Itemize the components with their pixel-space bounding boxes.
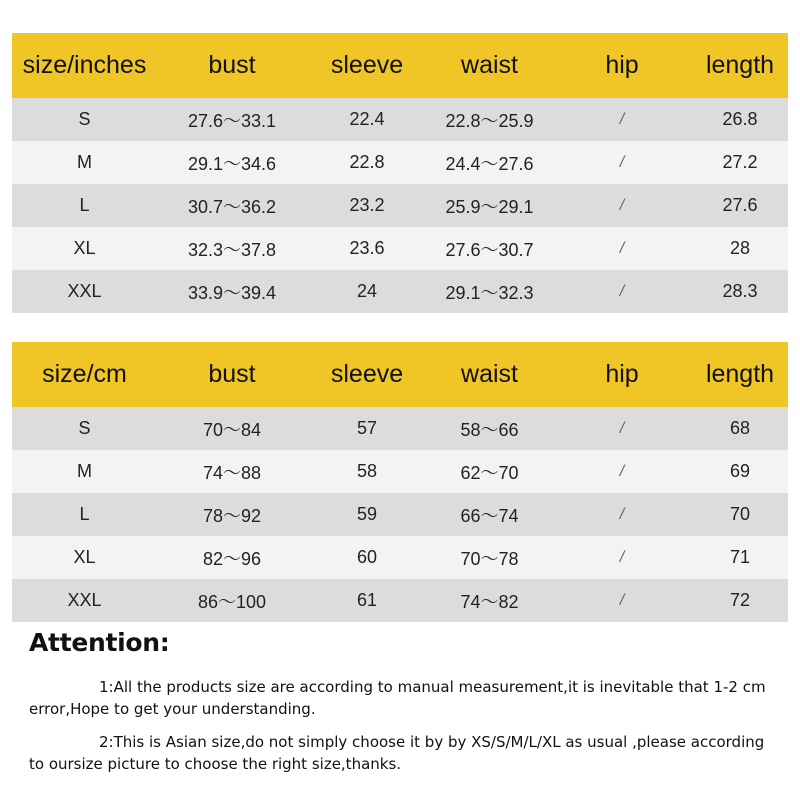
sleeve-cell: 59 <box>356 504 378 524</box>
size-cell: S <box>78 418 91 438</box>
sleeve-cell: 22.4 <box>349 109 385 129</box>
table-header-row <box>12 342 788 407</box>
waist-cell: 24.4～27.6 <box>445 153 534 174</box>
waist-cell: 58～66 <box>460 419 519 440</box>
hip-cell: / <box>619 591 625 609</box>
hip-cell: / <box>619 548 625 566</box>
table-row <box>12 493 788 536</box>
length-cell: 28.3 <box>722 281 758 301</box>
attention-note-2 <box>29 731 774 775</box>
waist-cell: 74～82 <box>460 591 519 612</box>
header-length: length <box>705 51 775 79</box>
bust-cell: 74～88 <box>202 462 262 483</box>
table-row <box>12 536 788 579</box>
attention-title: Attention: <box>29 628 170 657</box>
header-size-unit: size/cm <box>42 360 127 388</box>
bust-cell: 86～100 <box>197 591 267 612</box>
waist-cell: 29.1～32.3 <box>445 282 534 303</box>
attention-note-text: 1:All the products size are according to manual measurement,it is inevitable that 1-2 cm error,Hope to get your understanding. <box>29 678 766 718</box>
header-size-unit: size/inches <box>22 51 147 79</box>
bust-cell: 70～84 <box>202 419 262 440</box>
hip-cell: / <box>619 196 625 214</box>
waist-cell: 66～74 <box>460 505 519 526</box>
hip-cell: / <box>619 239 625 257</box>
header-waist: waist <box>461 51 518 79</box>
table-row <box>12 184 788 227</box>
hip-cell: / <box>619 110 625 128</box>
length-cell: 71 <box>729 547 751 567</box>
bust-cell: 82～96 <box>202 548 262 569</box>
size-cell: M <box>77 152 92 172</box>
bust-cell: 32.3～37.8 <box>187 239 277 260</box>
header-bust: bust <box>208 51 256 79</box>
length-cell: 68 <box>729 418 751 438</box>
length-cell: 27.2 <box>722 152 758 172</box>
size-cell: XL <box>73 547 96 567</box>
bust-cell: 78～92 <box>202 505 262 526</box>
sleeve-cell: 22.8 <box>349 152 385 172</box>
length-cell: 70 <box>729 504 751 524</box>
table-row <box>12 98 788 141</box>
attention-note-text: 2:This is Asian size,do not simply choose it by by XS/S/M/L/XL as usual ,please according to oursize picture to choose the right size,thanks. <box>29 733 765 773</box>
size-cell: XXL <box>67 281 102 301</box>
bust-cell: 33.9～39.4 <box>187 282 277 303</box>
header-sleeve: sleeve <box>330 51 404 79</box>
size-cell: L <box>79 504 90 524</box>
header-hip: hip <box>605 51 639 79</box>
table-header-row <box>12 33 788 98</box>
hip-cell: / <box>619 505 625 523</box>
size-cell: XXL <box>67 590 102 610</box>
waist-cell: 70～78 <box>460 548 519 569</box>
hip-cell: / <box>619 153 625 171</box>
table-row <box>12 407 788 450</box>
table-row <box>12 579 788 622</box>
table-row <box>12 227 788 270</box>
size-table-cm <box>12 342 788 622</box>
waist-cell: 27.6～30.7 <box>445 239 534 260</box>
sleeve-cell: 57 <box>356 418 378 438</box>
size-cell: XL <box>73 238 96 258</box>
bust-cell: 27.6～33.1 <box>187 110 277 131</box>
hip-cell: / <box>619 282 625 300</box>
length-cell: 26.8 <box>722 109 758 129</box>
length-cell: 69 <box>729 461 751 481</box>
size-cell: S <box>78 109 91 129</box>
sleeve-cell: 23.6 <box>349 238 385 258</box>
hip-cell: / <box>619 462 625 480</box>
waist-cell: 25.9～29.1 <box>445 196 534 217</box>
waist-cell: 62～70 <box>460 462 519 483</box>
hip-cell: / <box>619 419 625 437</box>
sleeve-cell: 24 <box>356 281 378 301</box>
header-sleeve: sleeve <box>330 360 404 388</box>
sleeve-cell: 60 <box>356 547 378 567</box>
header-waist: waist <box>461 360 518 388</box>
bust-cell: 30.7～36.2 <box>187 196 277 217</box>
sleeve-cell: 23.2 <box>349 195 385 215</box>
table-row <box>12 450 788 493</box>
sleeve-cell: 58 <box>356 461 378 481</box>
bust-cell: 29.1～34.6 <box>187 153 277 174</box>
table-row <box>12 141 788 184</box>
size-cell: L <box>79 195 90 215</box>
length-cell: 72 <box>729 590 751 610</box>
header-hip: hip <box>605 360 639 388</box>
size-table-inches <box>12 33 788 313</box>
length-cell: 28 <box>729 238 751 258</box>
attention-note-1 <box>29 676 774 720</box>
length-cell: 27.6 <box>722 195 758 215</box>
header-length: length <box>705 360 775 388</box>
waist-cell: 22.8～25.9 <box>445 110 534 131</box>
size-cell: M <box>77 461 92 481</box>
table-row <box>12 270 788 313</box>
header-bust: bust <box>208 360 256 388</box>
sleeve-cell: 61 <box>356 590 378 610</box>
